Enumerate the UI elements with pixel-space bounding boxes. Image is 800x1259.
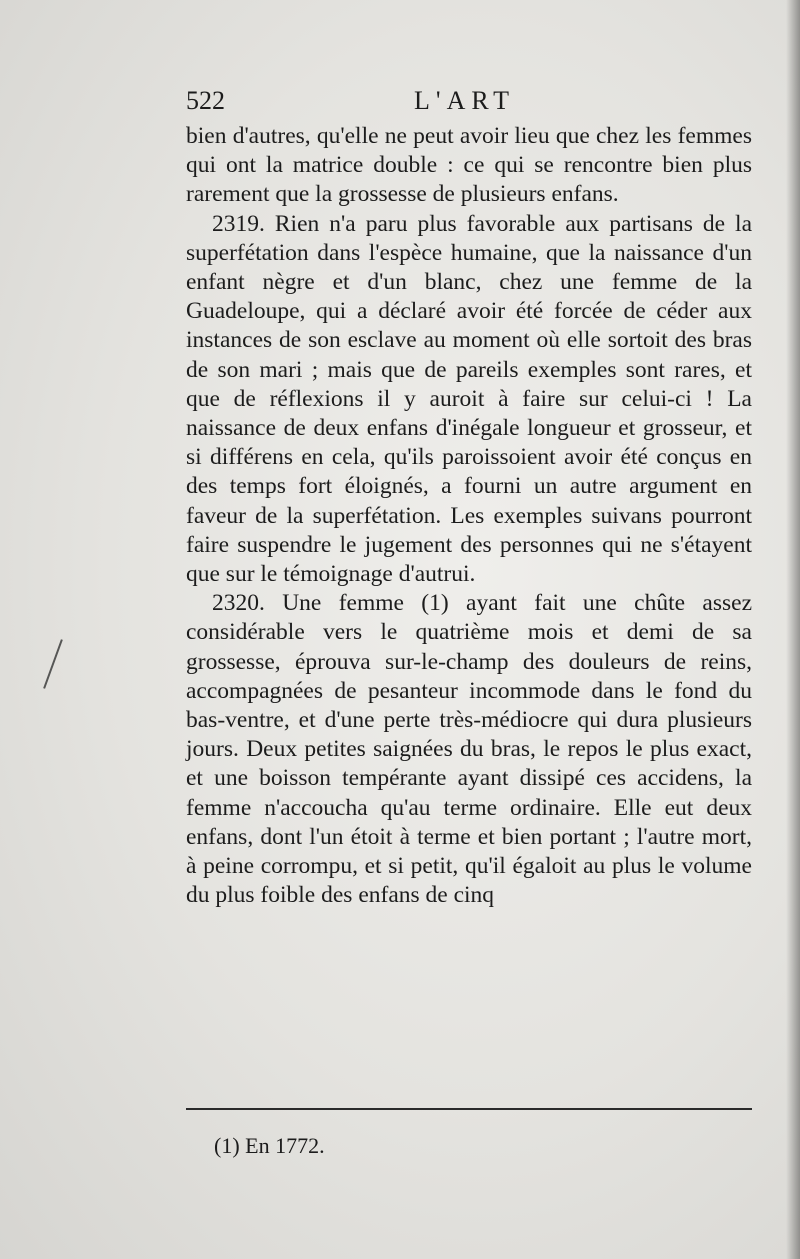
main-text: [186, 122, 752, 910]
gutter-shadow: [786, 0, 800, 1259]
running-head: [186, 86, 752, 122]
running-title: L'ART: [414, 86, 516, 115]
page-number: 522: [186, 86, 225, 115]
footnote-rule: [186, 1108, 752, 1110]
paragraph-2319: 2319. Rien n'a paru plus favorable aux partisans de la superfétation dans l'espèce humaine, que la naissance d'un enfant nègre et d'un blanc, chez une femme de la Guadeloupe, qui a déclaré avoir été forcée de céder aux instances de son esclave au moment où elle sortoit des bras de son mari ; mais que de pareils exemples sont rares, et que de réflexions il y auroit à faire sur celui-ci ! La naissance de deux enfans d'inégale longueur et grosseur, et si différens en cela, qu'ils paroissoient avoir été conçus en des temps fort éloignés, a fourni un autre argument en faveur de la superfétation. Les exemples suivans pourront faire suspendre le jugement des personnes qui ne s'étayent que sur le témoignage d'autrui.: [186, 210, 752, 588]
paragraph-continuation: bien d'autres, qu'elle ne peut avoir lieu que chez les femmes qui ont la matrice double : ce qui se rencontre bien plus rarement que la grossesse de plusieurs enfans.: [186, 123, 752, 208]
footnote: (1) En 1772.: [214, 1133, 325, 1158]
pencil-mark: [43, 639, 63, 689]
paragraph-2320: 2320. Une femme (1) ayant fait une chûte assez considérable vers le quatrième mois et demi de sa grossesse, éprouva sur-le-champ des douleurs de reins, accompagnées de pesanteur incommode dans le fond du bas-ventre, et d'une perte très-médiocre qui dura plusieurs jours. Deux petites saignées du bras, le repos le plus exact, et une boisson tempérante ayant dissipé ces accidens, la femme n'accoucha qu'au terme ordinaire. Elle eut deux enfans, dont l'un étoit à terme et bien portant ; l'autre mort, à peine corrompu, et si petit, qu'il égaloit au plus le volume du plus foible des enfans de cinq: [186, 590, 752, 909]
